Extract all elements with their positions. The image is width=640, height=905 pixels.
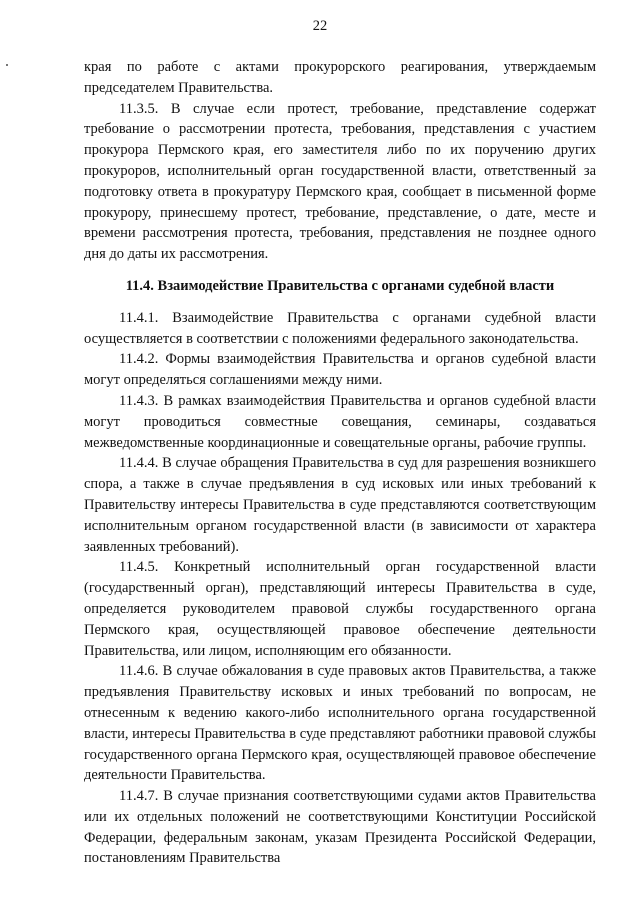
section-heading-11-4: 11.4. Взаимодействие Правительства с органами судебной власти <box>125 277 555 294</box>
paragraph-11-4-6: 11.4.6. В случае обжалования в суде правовых актов Правительства, а также предъявления Правительству исковых и иных требований по вопросам, не отнесенным к ведению какого-либо исполнительного органа государственной власти, интересы Правительства в суде представляют работники правовой службы государственного органа Пермского края, осуществляющей правовое обеспечение деятельности Правительства. <box>84 663 596 784</box>
paragraph-11-4-5: 11.4.5. Конкретный исполнительный орган государственной власти (государственный орган), представляющий интересы Правительства в суде, определяется руководителем правовой службы государственного органа Пермского края, осуществляющей правовое обеспечение деятельности Правительства, или лицом, исполняющим его обязанности. <box>84 559 596 659</box>
page-number: 22 <box>312 18 328 34</box>
paragraph-11-4-4: 11.4.4. В случае обращения Правительства в суд для разрешения возникшего спора, а также в случае предъявления в суд исковых или иных требований к Правительству интересы Правительства в суде представляются соответствующим исполнительным органом государственной власти (в зависимости от характера заявленных требований). <box>84 455 596 555</box>
paragraph-11-4-3: 11.4.3. В рамках взаимодействия Правительства и органов судебной власти могут проводиться совместные совещания, семинары, создаваться межведомственные координационные и совещательные органы, рабочие группы. <box>84 392 596 451</box>
margin-mark <box>6 64 8 66</box>
paragraph-11-3-5: 11.3.5. В случае если протест, требование, представление содержат требование о рассмотрении протеста, требования, представления с участием прокурора Пермского края, его заместителя либо по их поручению других прокуроров, исполнительный орган государственной власти, ответственный за подготовку ответа в прокуратуру Пермского края, сообщает в письменной форме прокурору, принесшему протест, требование, представление, о дате, месте и времени рассмотрения протеста, требования, представления не позднее одного дня до даты их рассмотрения. <box>84 100 596 263</box>
paragraph-11-4-7: 11.4.7. В случае признания соответствующими судами актов Правительства или их отдельных положений не соответствующими Конституции Российской Федерации, федеральным законам, указам Президента Российской Федерации, постановлениям Правительства <box>84 788 596 867</box>
paragraph-11-4-2: 11.4.2. Формы взаимодействия Правительства и органов судебной власти могут определяться соглашениями между ними. <box>84 351 596 389</box>
document-body <box>84 57 596 869</box>
paragraph-continuation: края по работе с актами прокурорского реагирования, утверждаемым председателем Правительства. <box>84 59 596 96</box>
paragraph-11-4-1: 11.4.1. Взаимодействие Правительства с органами судебной власти осуществляется в соответствии с положениями федерального законодательства. <box>84 309 596 347</box>
